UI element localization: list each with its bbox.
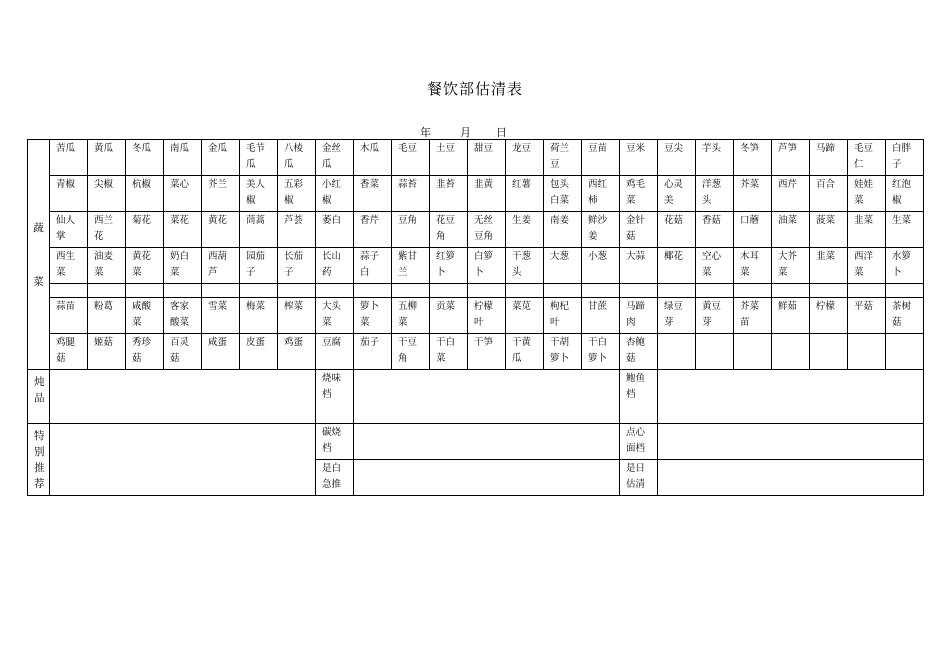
empty-cell[interactable] [810,334,848,370]
vegetable-cell[interactable]: 毛豆 [392,140,430,176]
empty-cell[interactable] [202,284,240,298]
vegetable-cell[interactable]: 西芹 [772,176,810,212]
empty-cell[interactable] [696,284,734,298]
vegetable-cell[interactable]: 油菜 [772,212,810,248]
vegetable-cell[interactable]: 长茄子 [278,248,316,284]
vegetable-cell[interactable]: 香菇 [696,212,734,248]
vegetable-cell[interactable]: 西红柿 [582,176,620,212]
vegetable-cell[interactable]: 茼蒿 [240,212,278,248]
claypot-entry-cell[interactable] [354,424,620,460]
vegetable-cell[interactable]: 菜花 [164,212,202,248]
vegetable-row [28,212,924,248]
empty-cell[interactable] [392,284,430,298]
vegetable-cell[interactable]: 西葫芦 [202,248,240,284]
vegetable-cell[interactable]: 茄子 [354,334,392,370]
empty-cell[interactable] [544,284,582,298]
vegetable-cell[interactable]: 韭黄 [468,176,506,212]
vegetable-cell[interactable]: 粉葛 [88,298,126,334]
vegetable-row [28,284,924,298]
vegetable-cell[interactable]: 贡菜 [430,298,468,334]
empty-cell[interactable] [886,334,924,370]
empty-cell[interactable] [810,284,848,298]
vegetable-cell[interactable]: 白箩卜 [468,248,506,284]
vegetable-cell[interactable]: 五彩椒 [278,176,316,212]
vegetable-row [28,248,924,284]
vegetable-cell[interactable]: 黄瓜 [88,140,126,176]
vegetable-cell[interactable]: 菠菜 [810,212,848,248]
vegetable-cell[interactable]: 美人椒 [240,176,278,212]
vegetable-cell[interactable]: 豆米 [620,140,658,176]
vegetable-cell[interactable]: 干豆角 [392,334,430,370]
vegetable-cell[interactable]: 箩卜菜 [354,298,392,334]
vegetable-cell[interactable]: 雪菜 [202,298,240,334]
empty-cell[interactable] [734,284,772,298]
empty-cell[interactable] [468,284,506,298]
vegetable-cell[interactable]: 紫甘兰 [392,248,430,284]
vegetable-cell[interactable]: 青椒 [50,176,88,212]
vegetable-cell[interactable]: 蒜子白 [354,248,392,284]
clear-label: 是日估清 [620,460,658,496]
empty-cell[interactable] [430,284,468,298]
vegetable-cell[interactable]: 香菜 [354,176,392,212]
vegetable-cell[interactable]: 蒜苔 [392,176,430,212]
vegetable-cell[interactable]: 干黄瓜 [506,334,544,370]
vegetable-row [28,298,924,334]
stew-row [28,370,924,424]
vegetable-cell[interactable]: 土豆 [430,140,468,176]
vegetable-cell[interactable]: 园茄子 [240,248,278,284]
vegetable-cell[interactable]: 红箩卜 [430,248,468,284]
vegetable-cell[interactable]: 鲜沙姜 [582,212,620,248]
vegetable-cell[interactable]: 杭椒 [126,176,164,212]
dimsum-entry-cell[interactable] [658,424,924,460]
vegetable-cell[interactable]: 绿豆芽 [658,298,696,334]
empty-cell[interactable] [848,334,886,370]
date-line [420,124,507,140]
empty-cell[interactable] [164,284,202,298]
roast-label: 烧味档 [316,370,354,424]
vegetable-cell[interactable]: 西洋菜 [848,248,886,284]
vegetable-cell[interactable]: 包头白菜 [544,176,582,212]
vegetable-cell[interactable]: 长山药 [316,248,354,284]
vegetable-cell[interactable]: 甜豆 [468,140,506,176]
vegetable-cell[interactable]: 生菜 [886,212,924,248]
vegetable-cell[interactable]: 百合 [810,176,848,212]
vegetable-cell[interactable]: 芦笋 [772,140,810,176]
vegetable-cell[interactable]: 空心菜 [696,248,734,284]
vegetable-cell[interactable]: 南瓜 [164,140,202,176]
vegetable-cell[interactable]: 干胡箩卜 [544,334,582,370]
vegetable-cell[interactable]: 豆角 [392,212,430,248]
vegetable-cell[interactable]: 心灵美 [658,176,696,212]
vegetable-cell[interactable]: 五柳菜 [392,298,430,334]
vegetable-cell[interactable]: 韭菜 [810,248,848,284]
vegetable-cell[interactable]: 干白箩卜 [582,334,620,370]
vegetable-cell[interactable]: 八棱瓜 [278,140,316,176]
roast-entry-cell[interactable] [354,370,620,424]
vegetable-cell[interactable]: 木瓜 [354,140,392,176]
vegetable-cell[interactable]: 南姜 [544,212,582,248]
vegetable-cell[interactable]: 龙豆 [506,140,544,176]
vegetable-label-bottom: 菜 [33,275,44,288]
vegetable-cell[interactable]: 油麦菜 [88,248,126,284]
empty-cell[interactable] [50,284,88,298]
vegetable-cell[interactable]: 生姜 [506,212,544,248]
vegetable-cell[interactable]: 小葱 [582,248,620,284]
vegetable-cell[interactable]: 椰花 [658,248,696,284]
abalone-entry-cell[interactable] [658,370,924,424]
empty-cell[interactable] [278,284,316,298]
vegetable-cell[interactable]: 黄花 [202,212,240,248]
vegetable-cell[interactable]: 黄豆芽 [696,298,734,334]
vegetable-cell[interactable]: 豆苗 [582,140,620,176]
date-year: 年 [420,126,431,139]
abalone-label: 鲍鱼档 [620,370,658,424]
vegetable-cell[interactable]: 毛节瓜 [240,140,278,176]
vegetable-cell[interactable]: 韭苔 [430,176,468,212]
vegetable-cell[interactable]: 干葱头 [506,248,544,284]
vegetable-cell[interactable]: 红泡椒 [886,176,924,212]
date-month: 月 [460,126,471,139]
vegetable-cell[interactable]: 奶白菜 [164,248,202,284]
empty-cell[interactable] [658,334,696,370]
empty-cell[interactable] [316,284,354,298]
vegetable-cell[interactable]: 娃娃菜 [848,176,886,212]
vegetable-cell[interactable]: 冬笋 [734,140,772,176]
vegetable-cell[interactable]: 皮蛋 [240,334,278,370]
vegetable-cell[interactable]: 西兰花 [88,212,126,248]
vegetable-cell[interactable]: 芦荟 [278,212,316,248]
vegetable-cell[interactable]: 平菇 [848,298,886,334]
empty-cell[interactable] [354,284,392,298]
vegetable-row [28,176,924,212]
vegetable-cell[interactable]: 榨菜 [278,298,316,334]
special-row-1 [28,424,924,460]
vegetable-cell[interactable]: 西生菜 [50,248,88,284]
suspend-entry-cell[interactable] [354,460,620,496]
vegetable-cell[interactable]: 杏鲍菇 [620,334,658,370]
vegetable-cell[interactable]: 口蘑 [734,212,772,248]
vegetable-cell[interactable]: 咸酸菜 [126,298,164,334]
dimsum-label: 点心面档 [620,424,658,460]
empty-cell[interactable] [620,284,658,298]
vegetable-cell[interactable]: 无丝豆角 [468,212,506,248]
special-label: 特别推荐 [28,424,50,496]
vegetable-cell[interactable]: 仙人掌 [50,212,88,248]
vegetable-cell[interactable]: 豆腐 [316,334,354,370]
vegetable-cell[interactable]: 客家酸菜 [164,298,202,334]
empty-cell[interactable] [772,334,810,370]
vegetable-cell[interactable]: 金丝瓜 [316,140,354,176]
vegetable-cell[interactable]: 菊花 [126,212,164,248]
vegetable-cell[interactable]: 咸蛋 [202,334,240,370]
empty-cell[interactable] [582,284,620,298]
empty-cell[interactable] [658,284,696,298]
vegetable-cell[interactable]: 小红椒 [316,176,354,212]
empty-cell[interactable] [696,334,734,370]
date-day: 日 [496,126,507,139]
page-title: 餐饮部估清表 [426,80,523,98]
empty-cell[interactable] [886,284,924,298]
vegetable-cell[interactable]: 荷兰豆 [544,140,582,176]
vegetable-cell[interactable]: 干白菜 [430,334,468,370]
vegetable-cell[interactable]: 芋头 [696,140,734,176]
vegetable-cell[interactable]: 大蒜 [620,248,658,284]
vegetable-cell[interactable]: 红薯 [506,176,544,212]
vegetable-cell[interactable]: 大头菜 [316,298,354,334]
vegetable-cell[interactable]: 菜苋 [506,298,544,334]
vegetable-row [28,334,924,370]
vegetable-cell[interactable]: 姬菇 [88,334,126,370]
vegetable-cell[interactable]: 水箩卜 [886,248,924,284]
stew-label: 炖品 [28,370,50,424]
vegetable-cell[interactable]: 豆尖 [658,140,696,176]
vegetable-cell[interactable]: 梅菜 [240,298,278,334]
vegetable-cell[interactable]: 百灵菇 [164,334,202,370]
vegetable-cell[interactable]: 萎白 [316,212,354,248]
vegetable-cell[interactable]: 鸡蛋 [278,334,316,370]
special-entry-cell[interactable] [50,424,316,496]
vegetable-cell[interactable]: 黄花菜 [126,248,164,284]
vegetable-cell[interactable]: 花菇 [658,212,696,248]
vegetable-cell[interactable]: 蒜苗 [50,298,88,334]
vegetable-cell[interactable]: 韭菜 [848,212,886,248]
vegetable-cell[interactable]: 枸杞叶 [544,298,582,334]
vegetable-label-top: 蔬 [33,221,44,234]
stew-entry-cell[interactable] [50,370,316,424]
vegetable-cell[interactable]: 花豆角 [430,212,468,248]
vegetable-cell[interactable]: 秀珍菇 [126,334,164,370]
vegetable-cell[interactable]: 白胖子 [886,140,924,176]
vegetable-cell[interactable]: 菜心 [164,176,202,212]
vegetable-cell[interactable]: 冬瓜 [126,140,164,176]
vegetable-cell[interactable]: 尖椒 [88,176,126,212]
empty-cell[interactable] [506,284,544,298]
empty-cell[interactable] [772,284,810,298]
vegetable-cell[interactable]: 干笋 [468,334,506,370]
vegetable-cell[interactable]: 鸡毛菜 [620,176,658,212]
sold-out-table [27,139,924,496]
vegetable-cell[interactable]: 茶树菇 [886,298,924,334]
vegetable-cell[interactable]: 大葱 [544,248,582,284]
vegetable-cell[interactable]: 鲜茹 [772,298,810,334]
vegetable-row [28,140,924,176]
vegetable-cell[interactable]: 马蹄 [810,140,848,176]
vegetable-cell[interactable]: 金针菇 [620,212,658,248]
vegetable-cell[interactable]: 柠檬 [810,298,848,334]
vegetable-cell[interactable]: 木耳菜 [734,248,772,284]
empty-cell[interactable] [240,284,278,298]
empty-cell[interactable] [88,284,126,298]
vegetable-cell[interactable]: 芥菜苗 [734,298,772,334]
empty-cell[interactable] [848,284,886,298]
vegetable-cell[interactable]: 鸡腿菇 [50,334,88,370]
vegetable-cell[interactable]: 芥兰 [202,176,240,212]
vegetable-cell[interactable]: 毛豆仁 [848,140,886,176]
vegetable-cell[interactable]: 金瓜 [202,140,240,176]
suspend-label: 是白急推 [316,460,354,496]
empty-cell[interactable] [734,334,772,370]
vegetable-cell[interactable]: 甘蔗 [582,298,620,334]
vegetable-cell[interactable]: 大芥菜 [772,248,810,284]
vegetable-category-label [28,140,50,370]
vegetable-cell[interactable]: 洋葱头 [696,176,734,212]
empty-cell[interactable] [126,284,164,298]
claypot-label: 碳烧档 [316,424,354,460]
vegetable-cell[interactable]: 马蹄肉 [620,298,658,334]
vegetable-cell[interactable]: 柠檬叶 [468,298,506,334]
clear-entry-cell[interactable] [658,460,924,496]
vegetable-cell[interactable]: 芥菜 [734,176,772,212]
vegetable-cell[interactable]: 香芹 [354,212,392,248]
vegetable-cell[interactable]: 苦瓜 [50,140,88,176]
